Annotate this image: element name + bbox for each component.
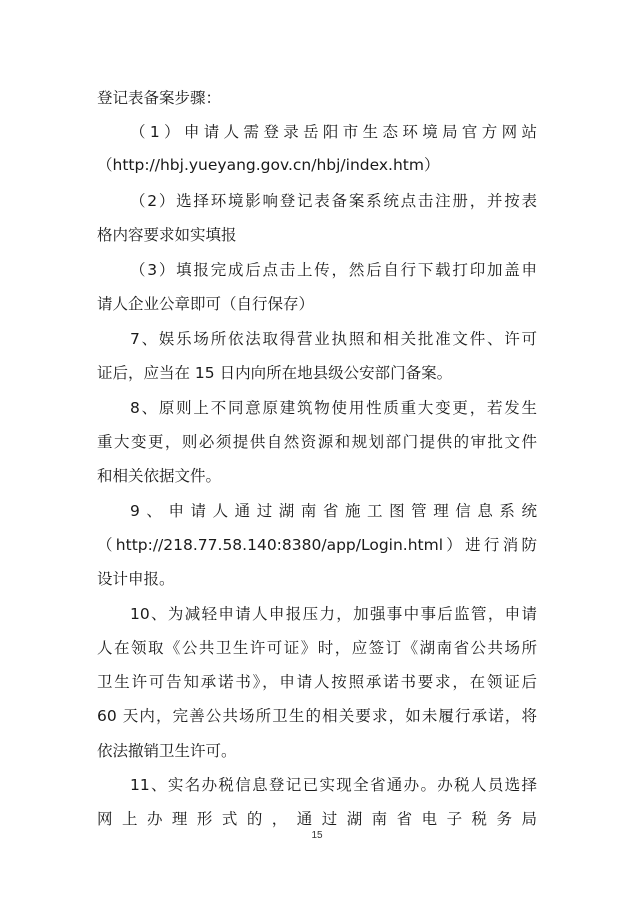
text-line: 10、为减轻申请人申报压力，加强事中事后监管，申请 <box>130 605 537 623</box>
text-line: 8、原则上不同意原建筑物使用性质重大变更，若发生 <box>130 399 537 417</box>
text-line: 7、娱乐场所依法取得营业执照和相关批准文件、许可 <box>130 330 537 348</box>
text-line: 登记表备案步骤： <box>97 89 222 107</box>
text-line: 依法撤销卫生许可。 <box>97 742 237 760</box>
text-line: 11、实名办税信息登记已实现全省通办。办税人员选择 <box>130 776 537 794</box>
text-line: （3）填报完成后点击上传，然后自行下载打印加盖申 <box>130 261 537 279</box>
text-line: （http://hbj.yueyang.gov.cn/hbj/index.htm） <box>97 156 440 174</box>
text-line: （http://218.77.58.140:8380/app/Login.html）进行消防 <box>97 536 537 554</box>
text-line: 格内容要求如实填报 <box>97 226 237 244</box>
text-line: 60 天内，完善公共场所卫生的相关要求，如未履行承诺，将 <box>97 707 537 725</box>
text-line: （1）申请人需登录岳阳市生态环境局官方网站 <box>130 123 537 141</box>
text-line: 卫生许可告知承诺书》，申请人按照承诺书要求，在领证后 <box>97 673 537 691</box>
text-line: （2）选择环境影响登记表备案系统点击注册，并按表 <box>130 192 537 210</box>
text-line: 网上办理形式的，通过湖南省电子税务局 <box>97 810 537 828</box>
text-line: 和相关依据文件。 <box>97 467 222 485</box>
text-line: 重大变更，则必须提供自然资源和规划部门提供的审批文件 <box>97 433 537 451</box>
page-number: 15 <box>311 830 323 841</box>
text-line: 设计申报。 <box>97 570 175 588</box>
text-line: 人在领取《公共卫生许可证》时，应签订《湖南省公共场所 <box>97 639 537 657</box>
text-line: 请人企业公章即可（自行保存） <box>97 295 315 313</box>
text-line: 9、申请人通过湖南省施工图管理信息系统 <box>130 502 537 520</box>
text-line: 证后，应当在 15 日内向所在地县级公安部门备案。 <box>97 364 453 382</box>
